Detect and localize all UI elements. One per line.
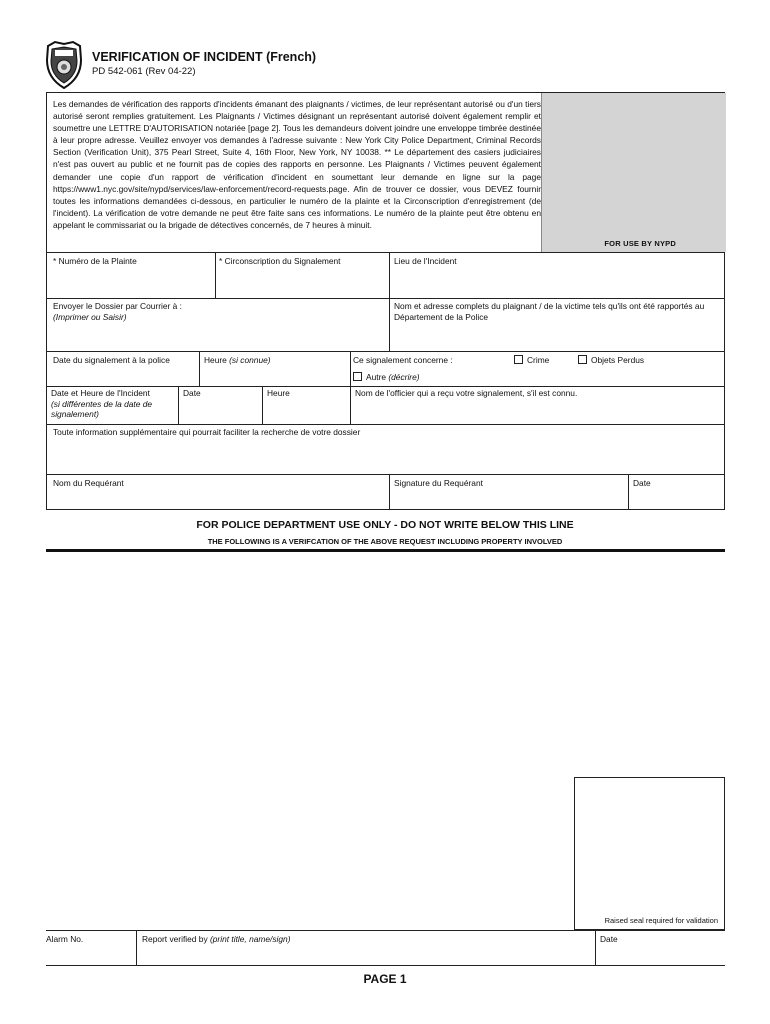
form-number: PD 542-061 (Rev 04-22) xyxy=(92,66,196,77)
mail-to-field[interactable]: Envoyer le Dossier par Courrier à : xyxy=(53,301,182,311)
precinct-field[interactable]: * Circonscription du Signalement xyxy=(219,256,341,266)
police-use-title: FOR POLICE DEPARTMENT USE ONLY - DO NOT WRITE BELOW THIS LINE xyxy=(196,519,574,531)
sign-date-field[interactable]: Date xyxy=(633,478,651,488)
other-checkbox[interactable]: Autre (décrire) xyxy=(353,372,420,383)
additional-info-field[interactable]: Toute information supplémentaire qui pourrait faciliter la recherche de votre dossier xyxy=(53,427,361,437)
complainant-name-field[interactable]: Nom et adresse complets du plaignant / de la victime tels qu'ils ont été rapportés au Département de la Police xyxy=(394,301,705,322)
page-number: PAGE 1 xyxy=(363,972,407,986)
verification-row xyxy=(46,930,725,966)
incident-datetime-label: Date et Heure de l'Incident (si différentes de la date de signalement) xyxy=(51,388,153,419)
seal-box xyxy=(574,777,725,930)
incident-hour-field[interactable]: Heure xyxy=(267,388,290,398)
crime-checkbox[interactable]: Crime xyxy=(514,355,549,366)
police-use-subtitle: THE FOLLOWING IS A VERIFCATION OF THE ABOVE REQUEST INCLUDING PROPERTY INVOLVED xyxy=(207,537,563,546)
mail-to-note: (Imprimer ou Saisir) xyxy=(53,312,127,322)
officer-name-field[interactable]: Nom de l'officier qui a reçu votre signalement, s'il est connu. xyxy=(355,388,578,398)
verified-by-field[interactable]: Report verified by (print title, name/sign) xyxy=(142,934,291,944)
lost-property-checkbox[interactable]: Objets Perdus xyxy=(578,355,644,366)
form-title: VERIFICATION OF INCIDENT (French) xyxy=(92,50,317,64)
incident-date-field[interactable]: Date xyxy=(183,388,201,398)
requester-name-field[interactable]: Nom du Requérant xyxy=(53,478,124,488)
request-form xyxy=(46,92,725,510)
intro-text: Les demandes de vérification des rapports d'incidents émanant des plaignants / victimes, de leur représentant autorisé ou d'un tiers autorisé seront remplies gratuitement. Les Plaignants / Victimes désignant un représentant autorisé doivent également remplir et soumettre une LETTRE D'AUTORISATION notariée [page 2]. Tous les demandeurs doivent joindre une enveloppe timbrée destinée à leur propre adresse. Veuillez envoyer vos demandes à l'adresse suivante : New York City Police Department, Criminal Records Section (Verification Unit), 375 Pearl Street, Suite 4, 16th Floor, New York, NY 10038. ** Le département des casiers judiciaires n'est pas ouvert au public et ne fournit pas de copies des rapports en personne. Les Plaignants / Victimes peuvent également demander une copie d'un rapport de vérification d'incident en soumettant leur demande en ligne sur la page https://www1.nyc.gov/site/nypd/services/law-enforcement/record-requests.page. Afin de trouver ce dossier, vous DEVEZ fournir toutes les informations demandées ci-dessous, en particulier le numéro de la plainte et la Circonscription d'enregistrement (de l'incident). La vérification de votre demande ne peut être faite sans ces informations. Le numéro de la plainte peut être obtenu en appelant le commissariat ou la brigade de détectives concernés, de 7 heures à minuit. xyxy=(53,99,541,230)
report-date-field[interactable]: Date du signalement à la police xyxy=(53,355,170,365)
requester-signature-field[interactable]: Signature du Requérant xyxy=(394,478,483,488)
nypd-use-box xyxy=(541,93,726,252)
nypd-badge-logo xyxy=(45,40,83,90)
incident-location-field[interactable]: Lieu de l'Incident xyxy=(394,256,457,266)
verification-date-field[interactable]: Date xyxy=(600,934,618,944)
concerns-label: Ce signalement concerne : xyxy=(353,355,453,365)
seal-note: Raised seal required for validation xyxy=(604,916,718,925)
complaint-number-field[interactable]: * Numéro de la Plainte xyxy=(53,256,137,266)
for-use-label: FOR USE BY NYPD xyxy=(604,239,676,248)
report-time-field[interactable]: Heure (si connue) xyxy=(204,355,271,365)
section-divider xyxy=(46,549,725,552)
alarm-no-field[interactable]: Alarm No. xyxy=(46,934,84,944)
